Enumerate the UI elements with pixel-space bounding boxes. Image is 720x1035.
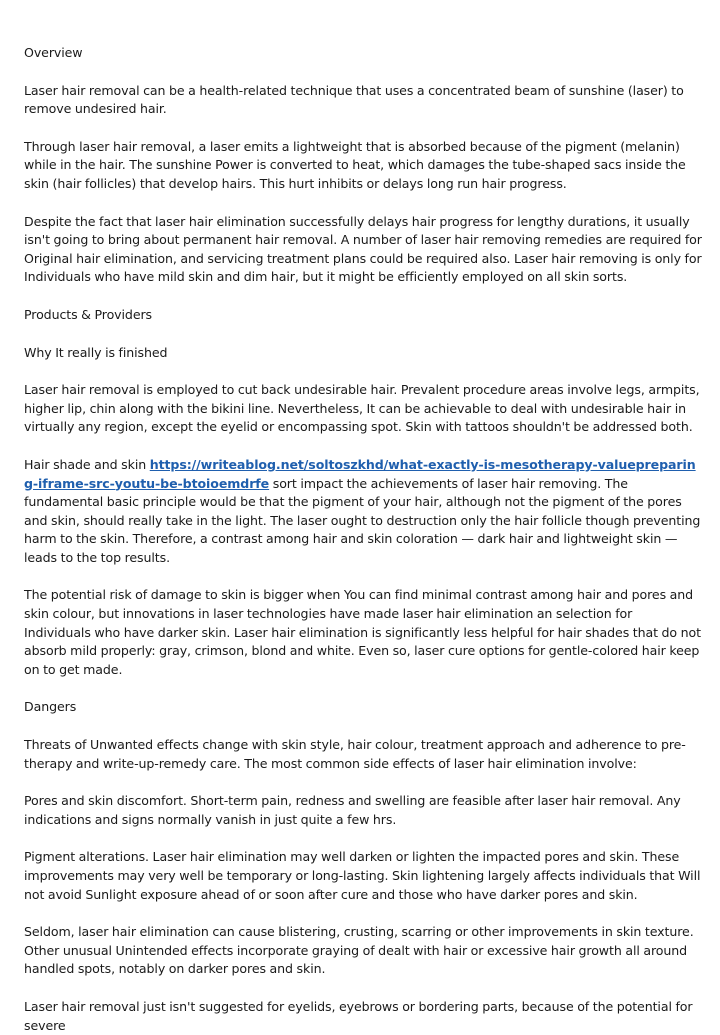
paragraph-rare-effects: Seldom, laser hair elimination can cause blistering, crusting, scarring or other improvements in skin texture. Other unusual Unintended effects incorporate graying of dealt with hair or excessive hair growth all around handled spots, notably on darker pores and skin. <box>24 924 694 977</box>
document-body <box>24 44 702 1035</box>
heading-overview: Overview <box>24 45 83 60</box>
paragraph-contrast-risk: The potential risk of damage to skin is bigger when You can find minimal contrast among hair and pores and skin colour, but innovations in laser technologies have made laser hair elimination an selection for Individuals who have darker skin. Laser hair elimination is significantly less helpful for hair shades that do not absorb mild properly: gray, crimson, blond and white. Even so, laser cure options for gentle-colored hair keep on to get made. <box>24 587 701 677</box>
article-link[interactable]: https://writeablog.net/soltoszkhd/what-exactly-is-mesotherapy-valuepreparing-iframe-src-youtu-be-btoioemdrfe <box>24 456 696 491</box>
paragraph-eyelids: Laser hair removal just isn't suggested for eyelids, eyebrows or bordering parts, because of the potential for severe <box>24 998 693 1033</box>
paragraph-permanence: Despite the fact that laser hair elimination successfully delays hair progress for lengthy durations, it usually isn't going to bring about permanent hair removal. A number of laser hair removing remedies are required for Original hair elimination, and servicing treatment plans could be required also. Laser hair removing is only for Individuals who have mild skin and dim hair, but it might be efficiently employed on all skin sorts. <box>24 213 702 285</box>
paragraph-uses: Laser hair removal is employed to cut back undesirable hair. Prevalent procedure areas involve legs, armpits, higher lip, chin along with the bikini line. Nevertheless, It can be achievable to deal with undesirable hair in virtually any region, except the eyelid or encompassing spot. Skin with tattoos shouldn't be addressed both. <box>24 382 700 435</box>
paragraph-pigment: Pigment alterations. Laser hair elimination may well darken or lighten the impacted pores and skin. These improvements may very well be temporary or long-lasting. Skin lightening largely affects individuals that Will not avoid Sunlight exposure ahead of or soon after cure and those who have darker pores and skin. <box>24 849 701 902</box>
paragraph-hair-skin <box>24 456 702 568</box>
paragraph-hair-skin-rest: sort impact the achievements of laser hair removing. The fundamental basic principle would be that the pigment of your hair, although not the pigment of the pores and skin, should really take in the light. The laser ought to destruction only the hair follicle though preventing harm to the skin. Therefore, a contrast among hair and skin coloration — dark hair and lightweight skin — leads to the top results. <box>24 475 701 565</box>
paragraph-hair-skin-lead: Hair shade and skin <box>24 456 150 472</box>
paragraph-how-it-works: Through laser hair removal, a laser emits a lightweight that is absorbed because of the pigment (melanin) while in the hair. The sunshine Power is converted to heat, which damages the tube-shaped sacs inside the skin (hair follicles) that develop hairs. This hurt inhibits or delays long run hair progress. <box>24 138 686 191</box>
heading-why: Why It really is finished <box>24 344 168 360</box>
heading-products: Products & Providers <box>24 306 153 322</box>
heading-dangers: Dangers <box>24 699 77 715</box>
paragraph-skin-discomfort: Pores and skin discomfort. Short-term pain, redness and swelling are feasible after laser hair removal. Any indications and signs normally vanish in just quite a few hrs. <box>24 793 681 827</box>
paragraph-side-effects: Threats of Unwanted effects change with skin style, hair colour, treatment approach and adherence to pre-therapy and write-up-remedy care. The most common side effects of laser hair elimination involve: <box>24 737 686 771</box>
paragraph-intro: Laser hair removal can be a health-related technique that uses a concentrated beam of sunshine (laser) to remove undesired hair. <box>24 82 684 117</box>
